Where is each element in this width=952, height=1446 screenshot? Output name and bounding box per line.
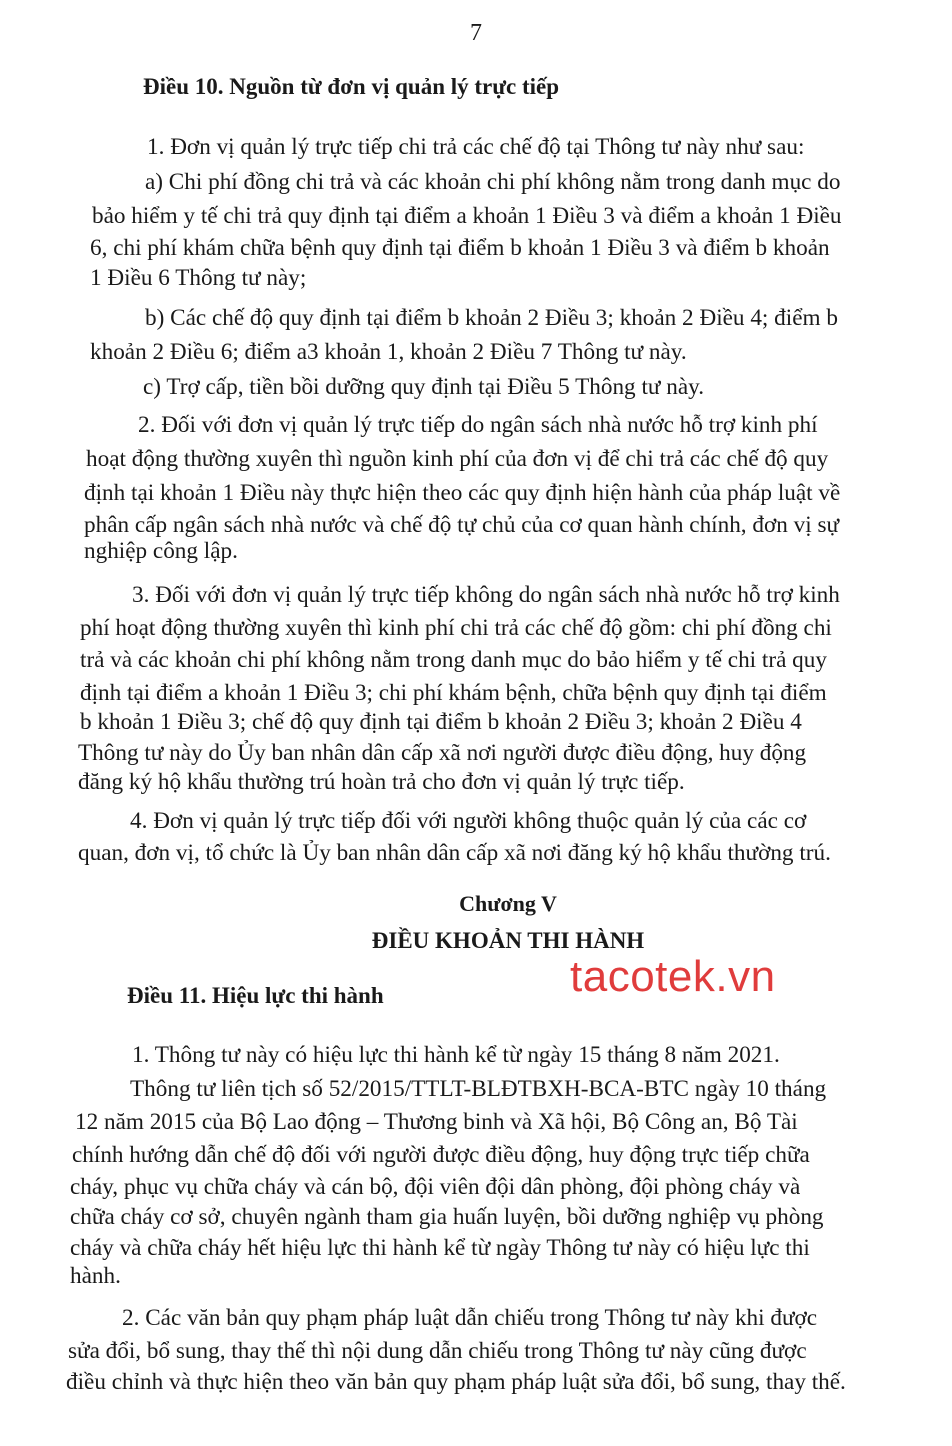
text-line: Thông tư liên tịch số 52/2015/TTLT-BLĐTBXH-BCA-BTC ngày 10 tháng — [130, 1076, 827, 1102]
text-line: cháy và chữa cháy hết hiệu lực thi hành kể từ ngày Thông tư này có hiệu lực thi — [70, 1235, 810, 1261]
watermark: tacotek.vn — [570, 952, 776, 1001]
text-line: 4. Đơn vị quản lý trực tiếp đối với người không thuộc quản lý của các cơ — [130, 808, 807, 834]
text-line: phí hoạt động thường xuyên thì kinh phí chi trả các chế độ gồm: chi phí đồng chi — [80, 615, 832, 641]
text-line: phân cấp ngân sách nhà nước và chế độ tự chủ của cơ quan hành chính, đơn vị sự — [84, 512, 840, 538]
text-line: điều chỉnh và thực hiện theo văn bản quy phạm pháp luật sửa đổi, bổ sung, thay thế. — [66, 1369, 846, 1395]
text-line: 3. Đối với đơn vị quản lý trực tiếp không do ngân sách nhà nước hỗ trợ kinh — [132, 582, 840, 608]
text-line: chính hướng dẫn chế độ đối với người được điều động, huy động trực tiếp chữa — [72, 1142, 810, 1168]
text-line: 1 Điều 6 Thông tư này; — [90, 265, 307, 291]
text-line: hoạt động thường xuyên thì nguồn kinh phí của đơn vị để chi trả các chế độ quy — [86, 446, 829, 472]
text-line: 1. Thông tư này có hiệu lực thi hành kể từ ngày 15 tháng 8 năm 2021. — [132, 1042, 780, 1068]
text-line: định tại điểm a khoản 1 Điều 3; chi phí khám bệnh, chữa bệnh quy định tại điểm — [80, 680, 827, 706]
text-line: hành. — [70, 1263, 121, 1289]
text-line: 1. Đơn vị quản lý trực tiếp chi trả các chế độ tại Thông tư này như sau: — [147, 134, 805, 160]
text-line: 2. Các văn bản quy phạm pháp luật dẫn chiếu trong Thông tư này khi được — [122, 1305, 818, 1331]
text-line: cháy, phục vụ chữa cháy và cán bộ, đội viên đội dân phòng, đội phòng cháy và — [70, 1174, 801, 1200]
text-line: 12 năm 2015 của Bộ Lao động – Thương binh và Xã hội, Bộ Công an, Bộ Tài — [75, 1109, 798, 1135]
text-line: chữa cháy cơ sở, chuyên ngành tham gia huấn luyện, bồi dưỡng nghiệp vụ phòng — [70, 1204, 824, 1230]
text-line: định tại khoản 1 Điều này thực hiện theo các quy định hiện hành của pháp luật về — [84, 480, 841, 506]
text-line: c) Trợ cấp, tiền bồi dưỡng quy định tại Điều 5 Thông tư này. — [143, 374, 705, 400]
text-line: khoản 2 Điều 6; điểm a3 khoản 1, khoản 2 Điều 7 Thông tư này. — [90, 339, 687, 365]
text-line: Thông tư này do Ủy ban nhân dân cấp xã nơi người được điều động, huy động — [78, 740, 807, 766]
text-line: bảo hiểm y tế chi trả quy định tại điểm a khoản 1 Điều 3 và điểm a khoản 1 Điều — [92, 203, 842, 229]
article-10-heading: Điều 10. Nguồn từ đơn vị quản lý trực tiếp — [143, 74, 560, 99]
text-line: trả và các khoản chi phí không nằm trong danh mục do bảo hiểm y tế chi trả quy — [80, 647, 827, 673]
text-line: b khoản 1 Điều 3; chế độ quy định tại điểm b khoản 2 Điều 3; khoản 2 Điều 4 — [80, 709, 802, 735]
chapter-label: Chương V — [459, 891, 557, 916]
chapter-title: ĐIỀU KHOẢN THI HÀNH — [371, 928, 645, 953]
text-line: sửa đổi, bổ sung, thay thế thì nội dung dẫn chiếu trong Thông tư này cũng được — [68, 1338, 807, 1364]
text-line: 6, chi phí khám chữa bệnh quy định tại điểm b khoản 1 Điều 3 và điểm b khoản — [90, 235, 830, 261]
text-line: a) Chi phí đồng chi trả và các khoản chi phí không nằm trong danh mục do — [145, 169, 841, 195]
text-line: b) Các chế độ quy định tại điểm b khoản 2 Điều 3; khoản 2 Điều 4; điểm b — [145, 305, 838, 331]
text-line: quan, đơn vị, tổ chức là Ủy ban nhân dân cấp xã nơi đăng ký hộ khẩu thường trú. — [78, 840, 831, 866]
text-line: nghiệp công lập. — [84, 538, 238, 564]
text-line: đăng ký hộ khẩu thường trú hoàn trả cho đơn vị quản lý trực tiếp. — [78, 769, 685, 795]
text-line: 2. Đối với đơn vị quản lý trực tiếp do ngân sách nhà nước hỗ trợ kinh phí — [138, 412, 818, 438]
page-number: 7 — [470, 20, 482, 46]
article-11-heading: Điều 11. Hiệu lực thi hành — [127, 983, 384, 1008]
